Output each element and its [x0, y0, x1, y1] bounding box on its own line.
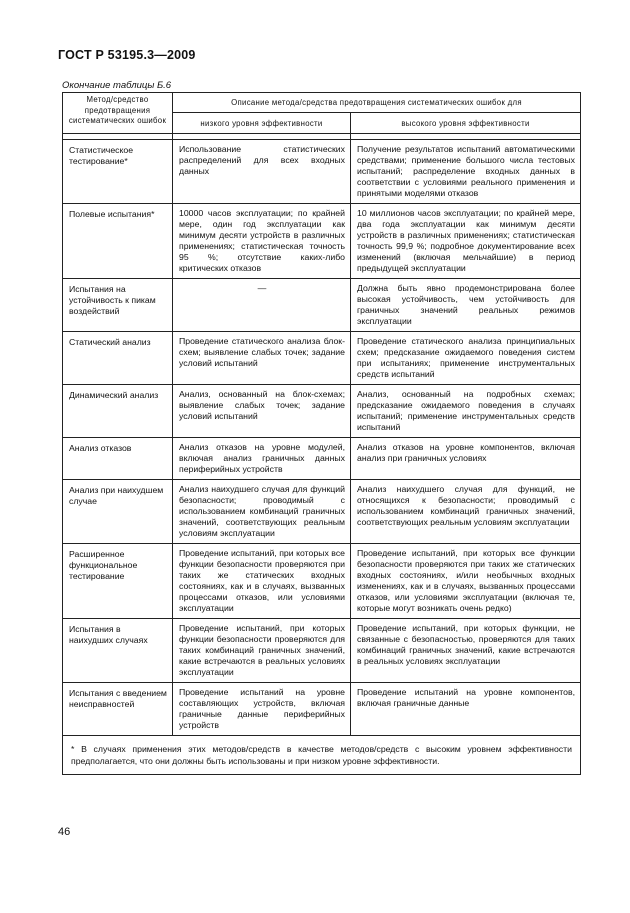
method-cell-text: Испытания с введением неисправностей: [69, 688, 167, 709]
table-row: [63, 619, 581, 683]
high-efficiency-cell: [351, 619, 581, 683]
high-efficiency-cell: [351, 140, 581, 204]
high-efficiency-cell: [351, 332, 581, 385]
high-efficiency-cell-text: Анализ, основанный на подробных схемах; предсказание ожидаемого поведения в случаях испытаний; применение инструментальных средств испытаний: [357, 389, 575, 432]
high-efficiency-cell-text: Должна быть явно продемонстрирована более высокая устойчивость, чем устойчивость для граничных значений реальных режимов эксплуатации: [357, 283, 575, 326]
low-efficiency-cell: [173, 619, 351, 683]
low-efficiency-cell-text: Анализ, основанный на блок-схемах; выявление слабых точек; задание условий испытаний: [179, 389, 345, 421]
high-efficiency-cell-text: Проведение статического анализа принципиальных схем; предсказание ожидаемого поведения систем при испытаниях; применение инструментальных средств испытаний: [357, 336, 575, 379]
low-efficiency-cell: [173, 332, 351, 385]
method-cell-text: Полевые испытания*: [69, 209, 155, 219]
high-efficiency-cell: [351, 385, 581, 438]
table-row: [63, 385, 581, 438]
high-efficiency-cell: [351, 279, 581, 332]
low-efficiency-cell: [173, 480, 351, 544]
low-efficiency-cell: [173, 385, 351, 438]
method-cell-text: Статистическое тестирование*: [69, 145, 134, 166]
low-efficiency-cell-text: Проведение испытаний на уровне составляющих устройств, включая граничные данные периферийных устройств: [179, 687, 345, 730]
table-row: [63, 438, 581, 480]
low-efficiency-cell-text: 10000 часов эксплуатации; по крайней мере, один год эксплуатации как минимум десяти устройств в различных применениях; статистическая точность 95 %; отсутствие каких-либо критических отказов: [179, 208, 345, 273]
table-row: [63, 683, 581, 736]
header-high-efficiency: высокого уровня эффективности: [351, 113, 581, 134]
table-row: [63, 544, 581, 619]
method-cell-text: Анализ при наихудшем случае: [69, 485, 164, 506]
low-efficiency-cell-text: Проведение испытаний, при которых все функции безопасности проверяются при таких же статических входных состояниях, как и в случаях, вызванных процессами отказов, или условиями эксплуатации: [179, 548, 345, 613]
low-efficiency-cell: [173, 683, 351, 736]
document-header: ГОСТ Р 53195.3—2009: [58, 48, 196, 62]
method-cell-text: Испытания на устойчивость к пикам воздействий: [69, 284, 156, 316]
table-footnote: * В случаях применения этих методов/средств в качестве методов/средств с высоким уровнем эффективности предполагается, что они должны быть использованы и при низком уровне эффективности.: [71, 744, 572, 766]
table-row: [63, 332, 581, 385]
page-number: 46: [58, 826, 71, 838]
high-efficiency-cell-text: Получение результатов испытаний автоматическими средствами; применение большого числа тестовых испытаний; распределение входных данных в соответствии с условиями реального применения и принятыми моделями отказов: [357, 144, 575, 198]
high-efficiency-cell: [351, 683, 581, 736]
header-low-efficiency: низкого уровня эффективности: [173, 113, 351, 134]
method-cell-text: Статический анализ: [69, 337, 151, 347]
high-efficiency-cell-text: 10 миллионов часов эксплуатации; по крайней мере, два года эксплуатации как минимум десяти устройств в различных применениях; статистическая точность 99,9 %; подробное документирование всех изменений (включая мельчайшие) в период предыдущей эксплуатации: [357, 208, 575, 273]
method-cell: [63, 544, 173, 619]
method-cell: [63, 204, 173, 279]
low-efficiency-cell: [173, 204, 351, 279]
low-efficiency-cell-text: Использование статистических распределений для всех входных данных: [179, 144, 345, 176]
header-description: Описание метода/средства предотвращения систематических ошибок для: [173, 93, 581, 113]
low-efficiency-cell-text: —: [257, 283, 267, 293]
method-cell: [63, 619, 173, 683]
table-row: [63, 140, 581, 204]
table-row: [63, 480, 581, 544]
footnote-cell: [63, 736, 581, 775]
table-body: [63, 134, 581, 736]
high-efficiency-cell: [351, 480, 581, 544]
method-cell: [63, 438, 173, 480]
high-efficiency-cell: [351, 204, 581, 279]
low-efficiency-cell: [173, 140, 351, 204]
method-cell: [63, 279, 173, 332]
high-efficiency-cell-text: Проведение испытаний на уровне компонентов, включая граничные данные: [357, 687, 575, 708]
high-efficiency-cell: [351, 438, 581, 480]
low-efficiency-cell-text: Проведение статического анализа блок-схем; выявление слабых точек; задание условий испытаний: [179, 336, 345, 368]
table-row: [63, 204, 581, 279]
low-efficiency-cell: [173, 544, 351, 619]
low-efficiency-cell-text: Анализ наихудшего случая для функций безопасности; проводимый с использованием комбинаций граничных значений, соответствующих реальным условиям эксплуатации: [179, 484, 345, 538]
low-efficiency-cell: [173, 279, 351, 332]
method-cell: [63, 480, 173, 544]
method-cell-text: Динамический анализ: [69, 390, 159, 400]
method-cell-text: Испытания в наихудших случаях: [69, 624, 148, 645]
method-cell: [63, 332, 173, 385]
table-row: [63, 279, 581, 332]
method-cell: [63, 140, 173, 204]
high-efficiency-cell-text: Анализ наихудшего случая для функций, не относящихся к безопасности; проводимый с использованием комбинаций граничных значений, соответствующих реальным условиям эксплуатации: [357, 484, 575, 527]
high-efficiency-cell-text: Анализ отказов на уровне компонентов, включая анализ при граничных условиях: [357, 442, 575, 463]
method-cell: [63, 385, 173, 438]
table-caption: Окончание таблицы Б.6: [62, 80, 172, 91]
header-method: Метод/средство предотвращения систематических ошибок: [63, 93, 173, 134]
method-cell-text: Анализ отказов: [69, 443, 132, 453]
method-cell-text: Расширенное функциональное тестирование: [69, 549, 138, 581]
method-cell: [63, 683, 173, 736]
high-efficiency-cell-text: Проведение испытаний, при которых функции, не связанные с безопасностью, проверяются для таких комбинаций граничных значений, какие встречаются в реальных условиях эксплуатации: [357, 623, 575, 666]
low-efficiency-cell-text: Анализ отказов на уровне модулей, включая анализ граничных данных периферийных устройств: [179, 442, 345, 474]
low-efficiency-cell-text: Проведение испытаний, при которых функции безопасности проверяются для таких комбинаций граничных значений, какие встречаются в реальных условиях эксплуатации: [179, 623, 345, 677]
methods-table: [62, 92, 581, 775]
high-efficiency-cell-text: Проведение испытаний, при которых все функции безопасности проверяются при таких же статических входных состояниях, и/или необычных входных изменениях, как и в случаях, вызванных процессами отказов, или условиями эксплуатации (включая те, которые могут возникать очень редко): [357, 548, 575, 613]
low-efficiency-cell: [173, 438, 351, 480]
high-efficiency-cell: [351, 544, 581, 619]
